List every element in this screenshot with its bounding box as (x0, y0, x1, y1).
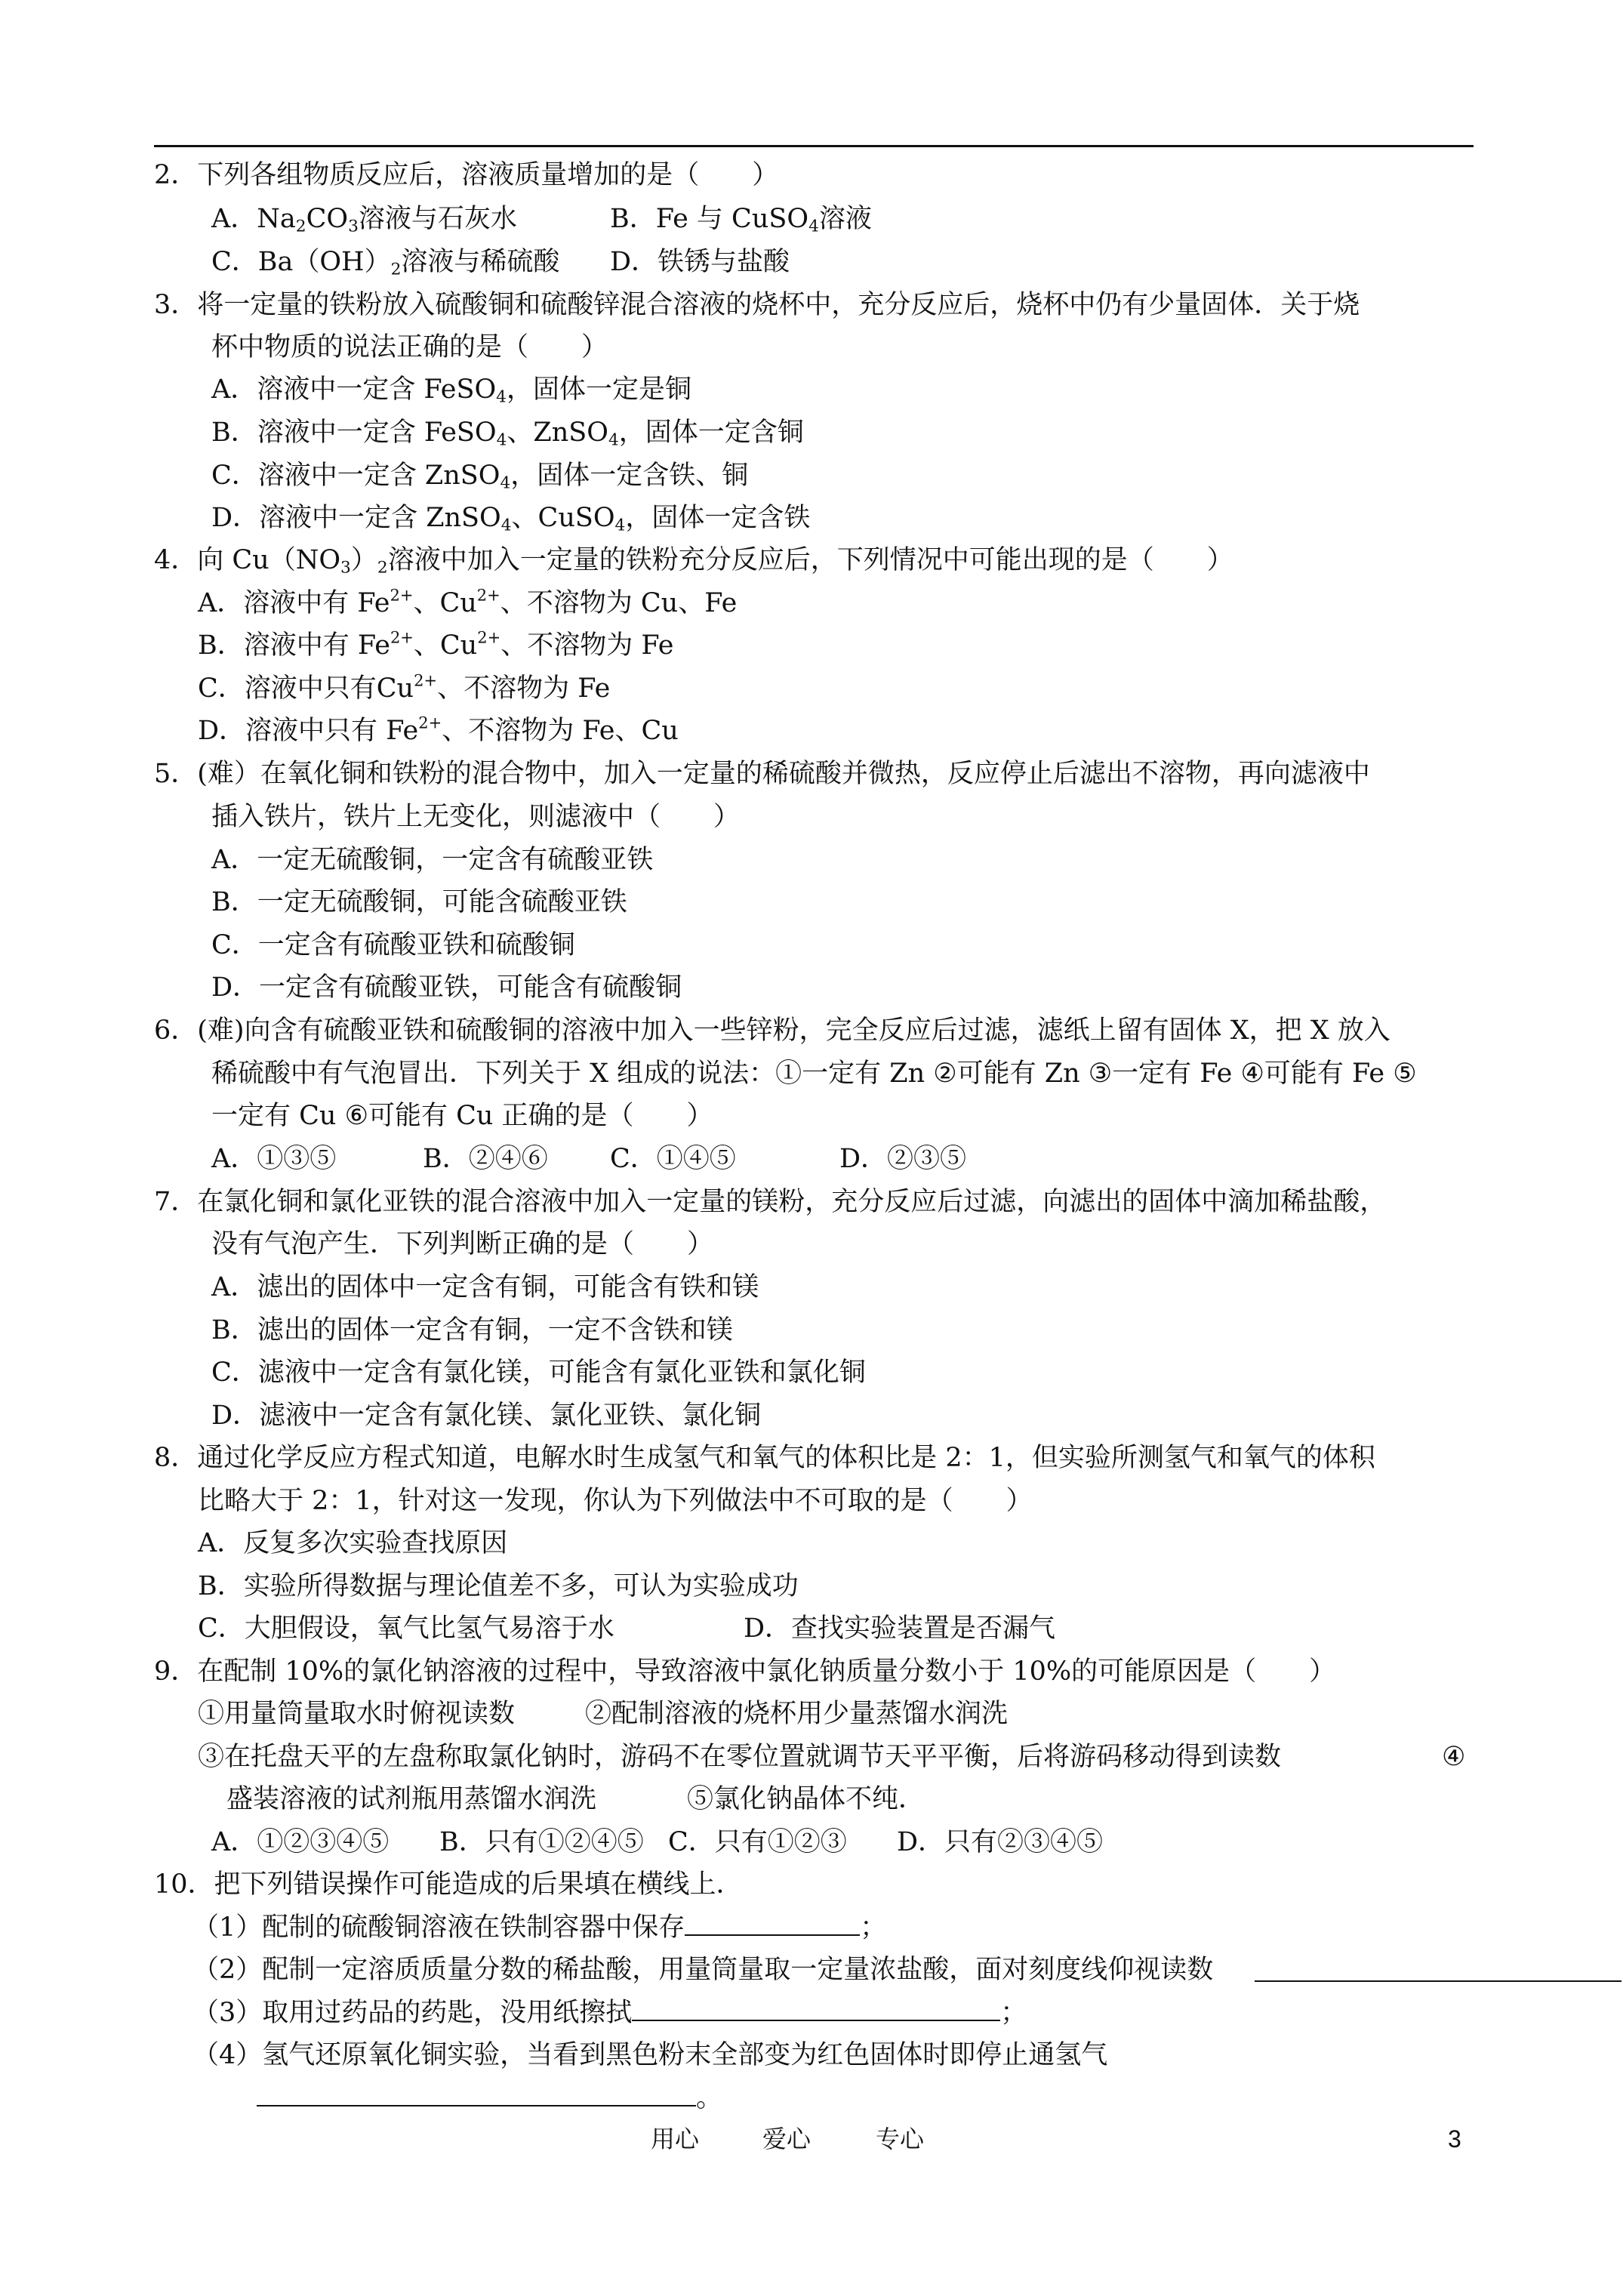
q5-option-b: B．一定无硫酸铜，可能含硫酸亚铁 (211, 887, 627, 917)
q5-stem-line2: 插入铁片，铁片上无变化，则滤液中（ ） (211, 802, 741, 832)
q2-option-b: B．Fe 与 CuSO$_4$溶液 (610, 204, 872, 236)
q9-option-c: C．只有①②③ (668, 1827, 847, 1857)
footer-motto-2: 爱心 (762, 2125, 812, 2153)
q10-part-4-answer: 。 (257, 2082, 722, 2115)
q9-option-a: A．①②③④⑤ (211, 1827, 390, 1857)
q6-option-b: B．②④⑥ (423, 1144, 548, 1174)
q9-option-d: D．只有②③④⑤ (897, 1827, 1104, 1857)
q7-option-b: B．滤出的固体一定含有铜，一定不含铁和镁 (211, 1315, 733, 1345)
q3-option-b: B．溶液中一定含 FeSO$_4$、ZnSO$_4$，固体一定含铜 (211, 418, 804, 450)
footer-motto-3: 专心 (876, 2125, 925, 2153)
q9-item-2: ②配制溶液的烧杯用少量蒸馏水润洗 (585, 1699, 1009, 1729)
q9-stem: 9．在配制 10%的氯化钠溶液的过程中，导致溶液中氯化钠质量分数小于 10%的可能原因是（ ） (154, 1657, 1336, 1687)
q9-option-b: B．只有①②④⑤ (439, 1827, 644, 1857)
q7-stem-line2: 没有气泡产生．下列判断正确的是（ ） (211, 1229, 714, 1259)
q3-option-d: D．溶液中一定含 ZnSO$_4$、CuSO$_4$，固体一定含铁 (211, 503, 811, 535)
q6-option-d: D．②③⑤ (839, 1144, 967, 1174)
q5-option-c: C．一定含有硫酸亚铁和硫酸铜 (211, 930, 575, 960)
answer-blank-1[interactable] (685, 1912, 860, 1936)
q9-item-4-mark: ④ (1442, 1742, 1466, 1772)
q8-option-c: C．大胆假设，氧气比氢气易溶于水 (198, 1613, 614, 1644)
q5-option-d: D．一定含有硫酸亚铁，可能含有硫酸铜 (211, 972, 682, 1003)
q4-option-b: B．溶液中有 $Fe^{2+}$、$Cu^{2+}$、不溶物为 Fe (198, 628, 674, 661)
q4-option-a: A．溶液中有 $Fe^{2+}$、$Cu^{2+}$、不溶物为 Cu、Fe (198, 586, 738, 618)
q6-stem-line2: 稀硫酸中有气泡冒出．下列关于 X 组成的说法：①一定有 Zn ②可能有 Zn ③一定有 Fe ④可能有 Fe ⑤ (211, 1059, 1417, 1089)
header-rule (154, 145, 1474, 147)
page-number: 3 (1448, 2125, 1461, 2153)
q10-part-1: （1）配制的硫酸铜溶液在铁制容器中保存 ； (192, 1912, 887, 1943)
q2-stem: 2．下列各组物质反应后，溶液质量增加的是（ ） (154, 160, 779, 190)
q10-part-2: （2）配制一定溶质质量分数的稀盐酸，用量筒量取一定量浓盐酸，面对刻度线仰视读数 (192, 1955, 1214, 1985)
q7-option-c: C．滤液中一定含有氯化镁，可能含有氯化亚铁和氯化铜 (211, 1358, 866, 1388)
q2-option-c: C．$Ba(OH)_2$溶液与稀硫酸 (211, 247, 560, 279)
q3-option-c: C．溶液中一定含 ZnSO$_4$，固体一定含铁、铜 (211, 461, 749, 493)
q6-stem-line1: 6．(难)向含有硫酸亚铁和硫酸铜的溶液中加入一些锌粉，完全反应后过滤，滤纸上留有固体 X，把 X 放入 (154, 1015, 1390, 1046)
q7-stem-line1: 7．在氯化铜和氯化亚铁的混合溶液中加入一定量的镁粉，充分反应后过滤，向滤出的固体中滴加稀盐酸， (154, 1187, 1387, 1217)
q8-stem-line1: 8．通过化学反应方程式知道，电解水时生成氢气和氧气的体积比是 2：1，但实验所测氢气和氧气的体积 (154, 1443, 1375, 1473)
q6-option-a: A．①③⑤ (211, 1144, 337, 1174)
q9-item-4: 盛装溶液的试剂瓶用蒸馏水润洗 (226, 1784, 597, 1814)
q9-item-5: ⑤氯化钠晶体不纯． (687, 1784, 925, 1814)
q2-option-a: A．$Na_2CO_3$溶液与石灰水 (211, 204, 517, 236)
q9-item-3: ③在托盘天平的左盘称取氯化钠时，游码不在零位置就调节天平平衡，后将游码移动得到读数 (198, 1742, 1282, 1772)
answer-blank-4[interactable] (257, 2082, 696, 2106)
q3-stem-line2: 杯中物质的说法正确的是（ ） (211, 332, 608, 362)
q4-stem: 4．向 $Cu(NO_3)_2$溶液中加入一定量的铁粉充分反应后，下列情况中可能出现的是（ ） (154, 545, 1233, 578)
answer-blank-3[interactable] (632, 1997, 1000, 2021)
q8-option-d: D．查找实验装置是否漏气 (744, 1613, 1056, 1644)
q5-option-a: A．一定无硫酸铜，一定含有硫酸亚铁 (211, 845, 654, 875)
q4-option-d: D．溶液中只有 $Fe^{2+}$、不溶物为 Fe、Cu (198, 713, 679, 746)
q10-stem: 10．把下列错误操作可能造成的后果填在横线上． (154, 1869, 743, 1900)
q6-stem-line3: 一定有 Cu ⑥可能有 Cu 正确的是（ ） (211, 1101, 713, 1131)
q4-option-c: C．溶液中只有$Cu^{2+}$、不溶物为 Fe (198, 671, 611, 704)
q10-part-4: （4）氢气还原氧化铜实验，当看到黑色粉末全部变为红色固体时即停止通氢气 (192, 2040, 1108, 2070)
q3-stem-line1: 3．将一定量的铁粉放入硫酸铜和硫酸锌混合溶液的烧杯中，充分反应后，烧杯中仍有少量固体．关于烧 (154, 290, 1360, 320)
q6-option-c: C．①④⑤ (610, 1144, 736, 1174)
q8-option-a: A．反复多次实验查找原因 (198, 1528, 508, 1558)
q7-option-a: A．滤出的固体中一定含有铜，可能含有铁和镁 (211, 1272, 759, 1302)
footer-motto-1: 用心 (651, 2125, 700, 2153)
q9-item-1: ①用量筒量取水时俯视读数 (198, 1699, 516, 1729)
q8-stem-line2: 比略大于 2：1，针对这一发现，你认为下列做法中不可取的是（ ） (198, 1486, 1033, 1516)
q2-option-d: D．铁锈与盐酸 (610, 247, 790, 277)
q5-stem-line1: 5．(难）在氧化铜和铁粉的混合物中，加入一定量的稀硫酸并微热，反应停止后滤出不溶物，再向滤液中 (154, 759, 1370, 789)
q10-part-3: （3）取用过药品的药匙，没用纸擦拭 ； (192, 1998, 1027, 2028)
q7-option-d: D．滤液中一定含有氯化镁、氯化亚铁、氯化铜 (211, 1401, 762, 1431)
answer-blank-2[interactable] (1255, 1958, 1621, 1982)
q3-option-a: A．溶液中一定含 FeSO$_4$，固体一定是铜 (211, 374, 691, 407)
q8-option-b: B．实验所得数据与理论值差不多，可认为实验成功 (198, 1571, 799, 1601)
